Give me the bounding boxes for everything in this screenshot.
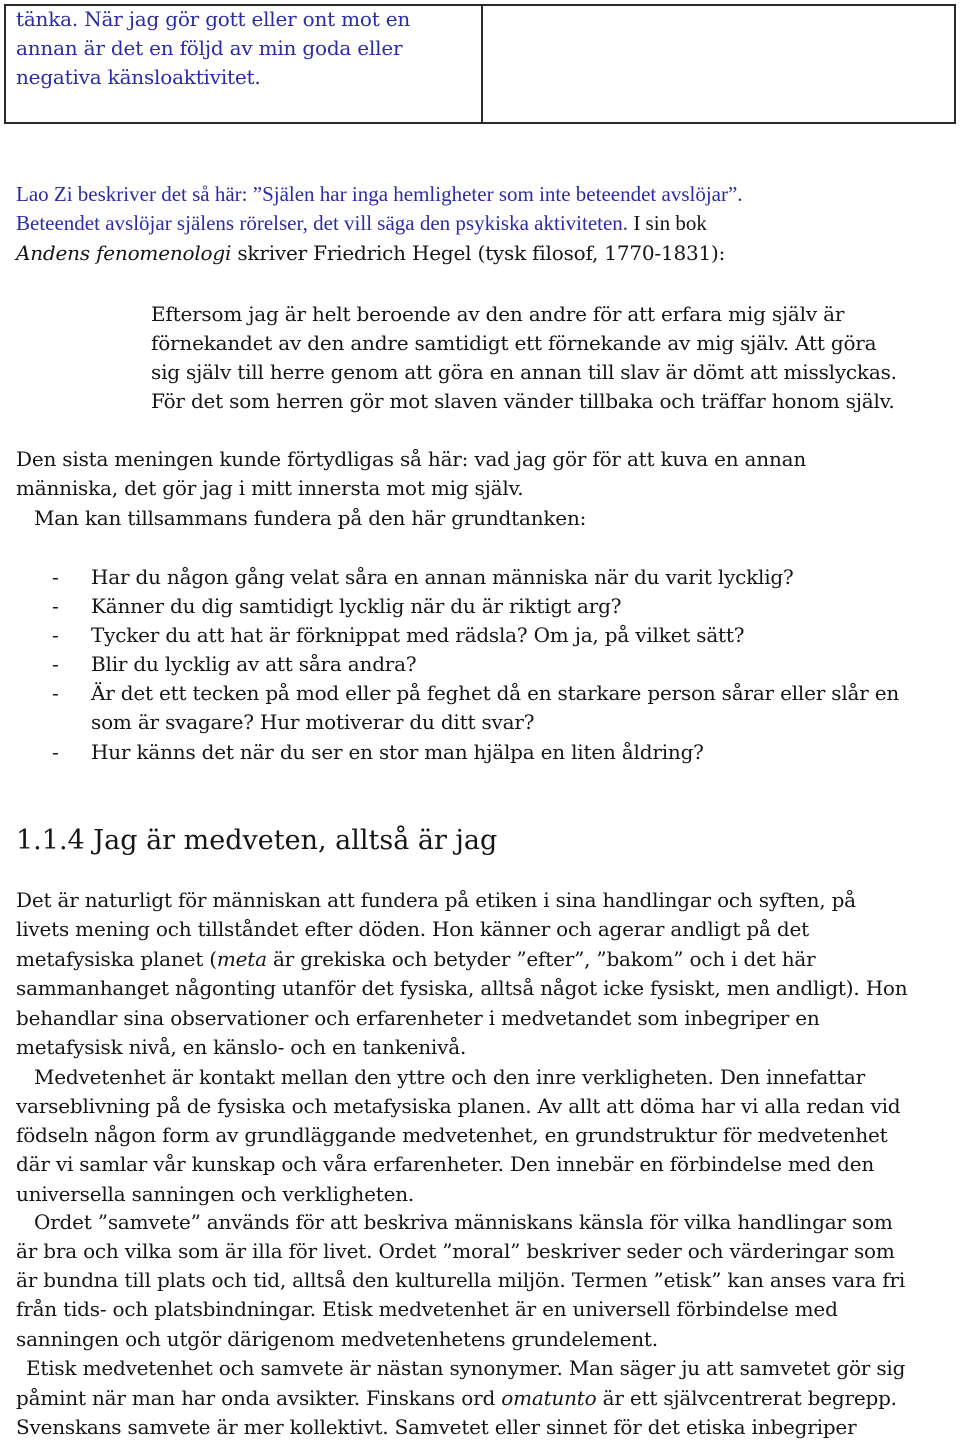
intro-line-part: skriver Friedrich Hegel (tysk filosof, 1770-1831): [231, 241, 726, 265]
paragraph-line: sanningen och utgör därigenom medvetenhetens grundelement. [16, 1327, 658, 1351]
paragraph-line [16, 945, 816, 974]
paragraph-line-part: påmint när man har onda avsikter. Finskans ord [16, 1386, 502, 1410]
paragraph-line: Det är naturligt för människan att fundera på etiken i sina handlingar och syften, på [16, 888, 856, 912]
paragraph-line: Etisk medvetenhet och samvete är nästan synonymer. Man säger ju att samvetet gör sig [26, 1356, 906, 1380]
quote-line: För det som herren gör mot slaven vänder tillbaka och träffar honom själv. [151, 389, 895, 413]
quote-line: förnekandet av den andre samtidigt ett förnekande av mig själv. Att göra [151, 331, 877, 355]
paragraph-line: sammanhanget någonting utanför det fysiska, alltså något icke fysiskt, men andligt). Hon [16, 976, 908, 1000]
table-divider [481, 4, 483, 124]
paragraph-line: från tids- och platsbindningar. Etisk medvetenhet är en universell förbindelse med [16, 1297, 838, 1321]
list-bullet: - [52, 594, 59, 618]
table-cell-line: annan är det en följd av min goda eller [16, 36, 403, 60]
list-item: Hur känns det när du ser en stor man hjälpa en liten åldring? [91, 740, 704, 764]
quote-line: Eftersom jag är helt beroende av den andre för att erfara mig själv är [151, 302, 845, 326]
section-heading [16, 824, 497, 858]
list-bullet: - [52, 565, 59, 589]
intro-line-part: I sin bok [628, 211, 707, 235]
list-item: Är det ett tecken på mod eller på feghet då en starkare person sårar eller slår en [91, 681, 900, 705]
emphasis: meta [216, 947, 267, 971]
quote-line: sig själv till herre genom att göra en annan till slav är dömt att misslyckas. [151, 360, 897, 384]
paragraph-line: livets mening och tillståndet efter döden. Hon känner och agerar andligt på det [16, 917, 809, 941]
intro-line [16, 239, 725, 268]
list-item: Tycker du att hat är förknippat med rädsla? Om ja, på vilket sätt? [91, 623, 745, 647]
list-bullet: - [52, 740, 59, 764]
paragraph-line: Medvetenhet är kontakt mellan den yttre och den inre verkligheten. Den innefattar [34, 1065, 866, 1089]
paragraph-line: universella sanningen och verkligheten. [16, 1182, 415, 1206]
paragraph-line: metafysisk nivå, en känslo- och en tankenivå. [16, 1035, 467, 1059]
list-item: Har du någon gång velat såra en annan människa när du varit lycklig? [91, 565, 794, 589]
paragraph-line: där vi samlar vår kunskap och våra erfarenheter. Den innebär en förbindelse med den [16, 1152, 875, 1176]
intro-line-part: Beteendet avslöjar själens rörelser, det vill säga den psykiska aktiviteten. [16, 211, 629, 235]
book-title: Andens fenomenologi [16, 241, 232, 265]
paragraph-line: människa, det gör jag i mitt innersta mot mig själv. [16, 476, 524, 500]
list-bullet: - [52, 623, 59, 647]
paragraph-line-part: metafysiska planet ( [16, 947, 217, 971]
paragraph-line: Den sista meningen kunde förtydligas så här: vad jag gör för att kuva en annan [16, 447, 807, 471]
list-item: Blir du lycklig av att såra andra? [91, 652, 417, 676]
list-item: Känner du dig samtidigt lycklig när du är riktigt arg? [91, 594, 622, 618]
paragraph-line: Man kan tillsammans fundera på den här grundtanken: [34, 506, 587, 530]
list-item-continuation: som är svagare? Hur motiverar du ditt svar? [91, 710, 535, 734]
paragraph-line: varseblivning på de fysiska och metafysiska planen. Av allt att döma har vi alla redan vid [16, 1094, 901, 1118]
intro-line: Lao Zi beskriver det så här: ”Själen har inga hemligheter som inte beteendet avslöjar”. [16, 182, 743, 206]
paragraph-line: behandlar sina observationer och erfarenheter i medvetandet som inbegriper en [16, 1006, 820, 1030]
section-number: 1.1.4 [16, 825, 85, 856]
paragraph-line: är bra och vilka som är illa för livet. Ordet ”moral” beskriver seder och värderingar som [16, 1239, 895, 1263]
paragraph-line [16, 1384, 897, 1413]
emphasis: omatunto [501, 1386, 597, 1410]
paragraph-line: är bundna till plats och tid, alltså den kulturella miljön. Termen ”etisk” kan anses vara fri [16, 1268, 906, 1292]
list-bullet: - [52, 652, 59, 676]
paragraph-line: födseln någon form av grundläggande medvetenhet, en grundstruktur för medvetenhet [16, 1123, 888, 1147]
intro-line [16, 209, 707, 238]
table-cell-line: negativa känsloaktivitet. [16, 65, 261, 89]
paragraph-line: Ordet ”samvete” används för att beskriva människans känsla för vilka handlingar som [34, 1210, 893, 1234]
paragraph-line-part: är grekiska och betyder ”efter”, ”bakom” och i det här [266, 947, 816, 971]
table-cell-line: tänka. När jag gör gott eller ont mot en [16, 7, 411, 31]
list-bullet: - [52, 681, 59, 705]
paragraph-line: Svenskans samvete är mer kollektivt. Samvetet eller sinnet för det etiska inbegriper [16, 1415, 857, 1439]
paragraph-line-part: är ett självcentrerat begrepp. [596, 1386, 897, 1410]
section-title: Jag är medveten, alltså är jag [84, 825, 498, 856]
